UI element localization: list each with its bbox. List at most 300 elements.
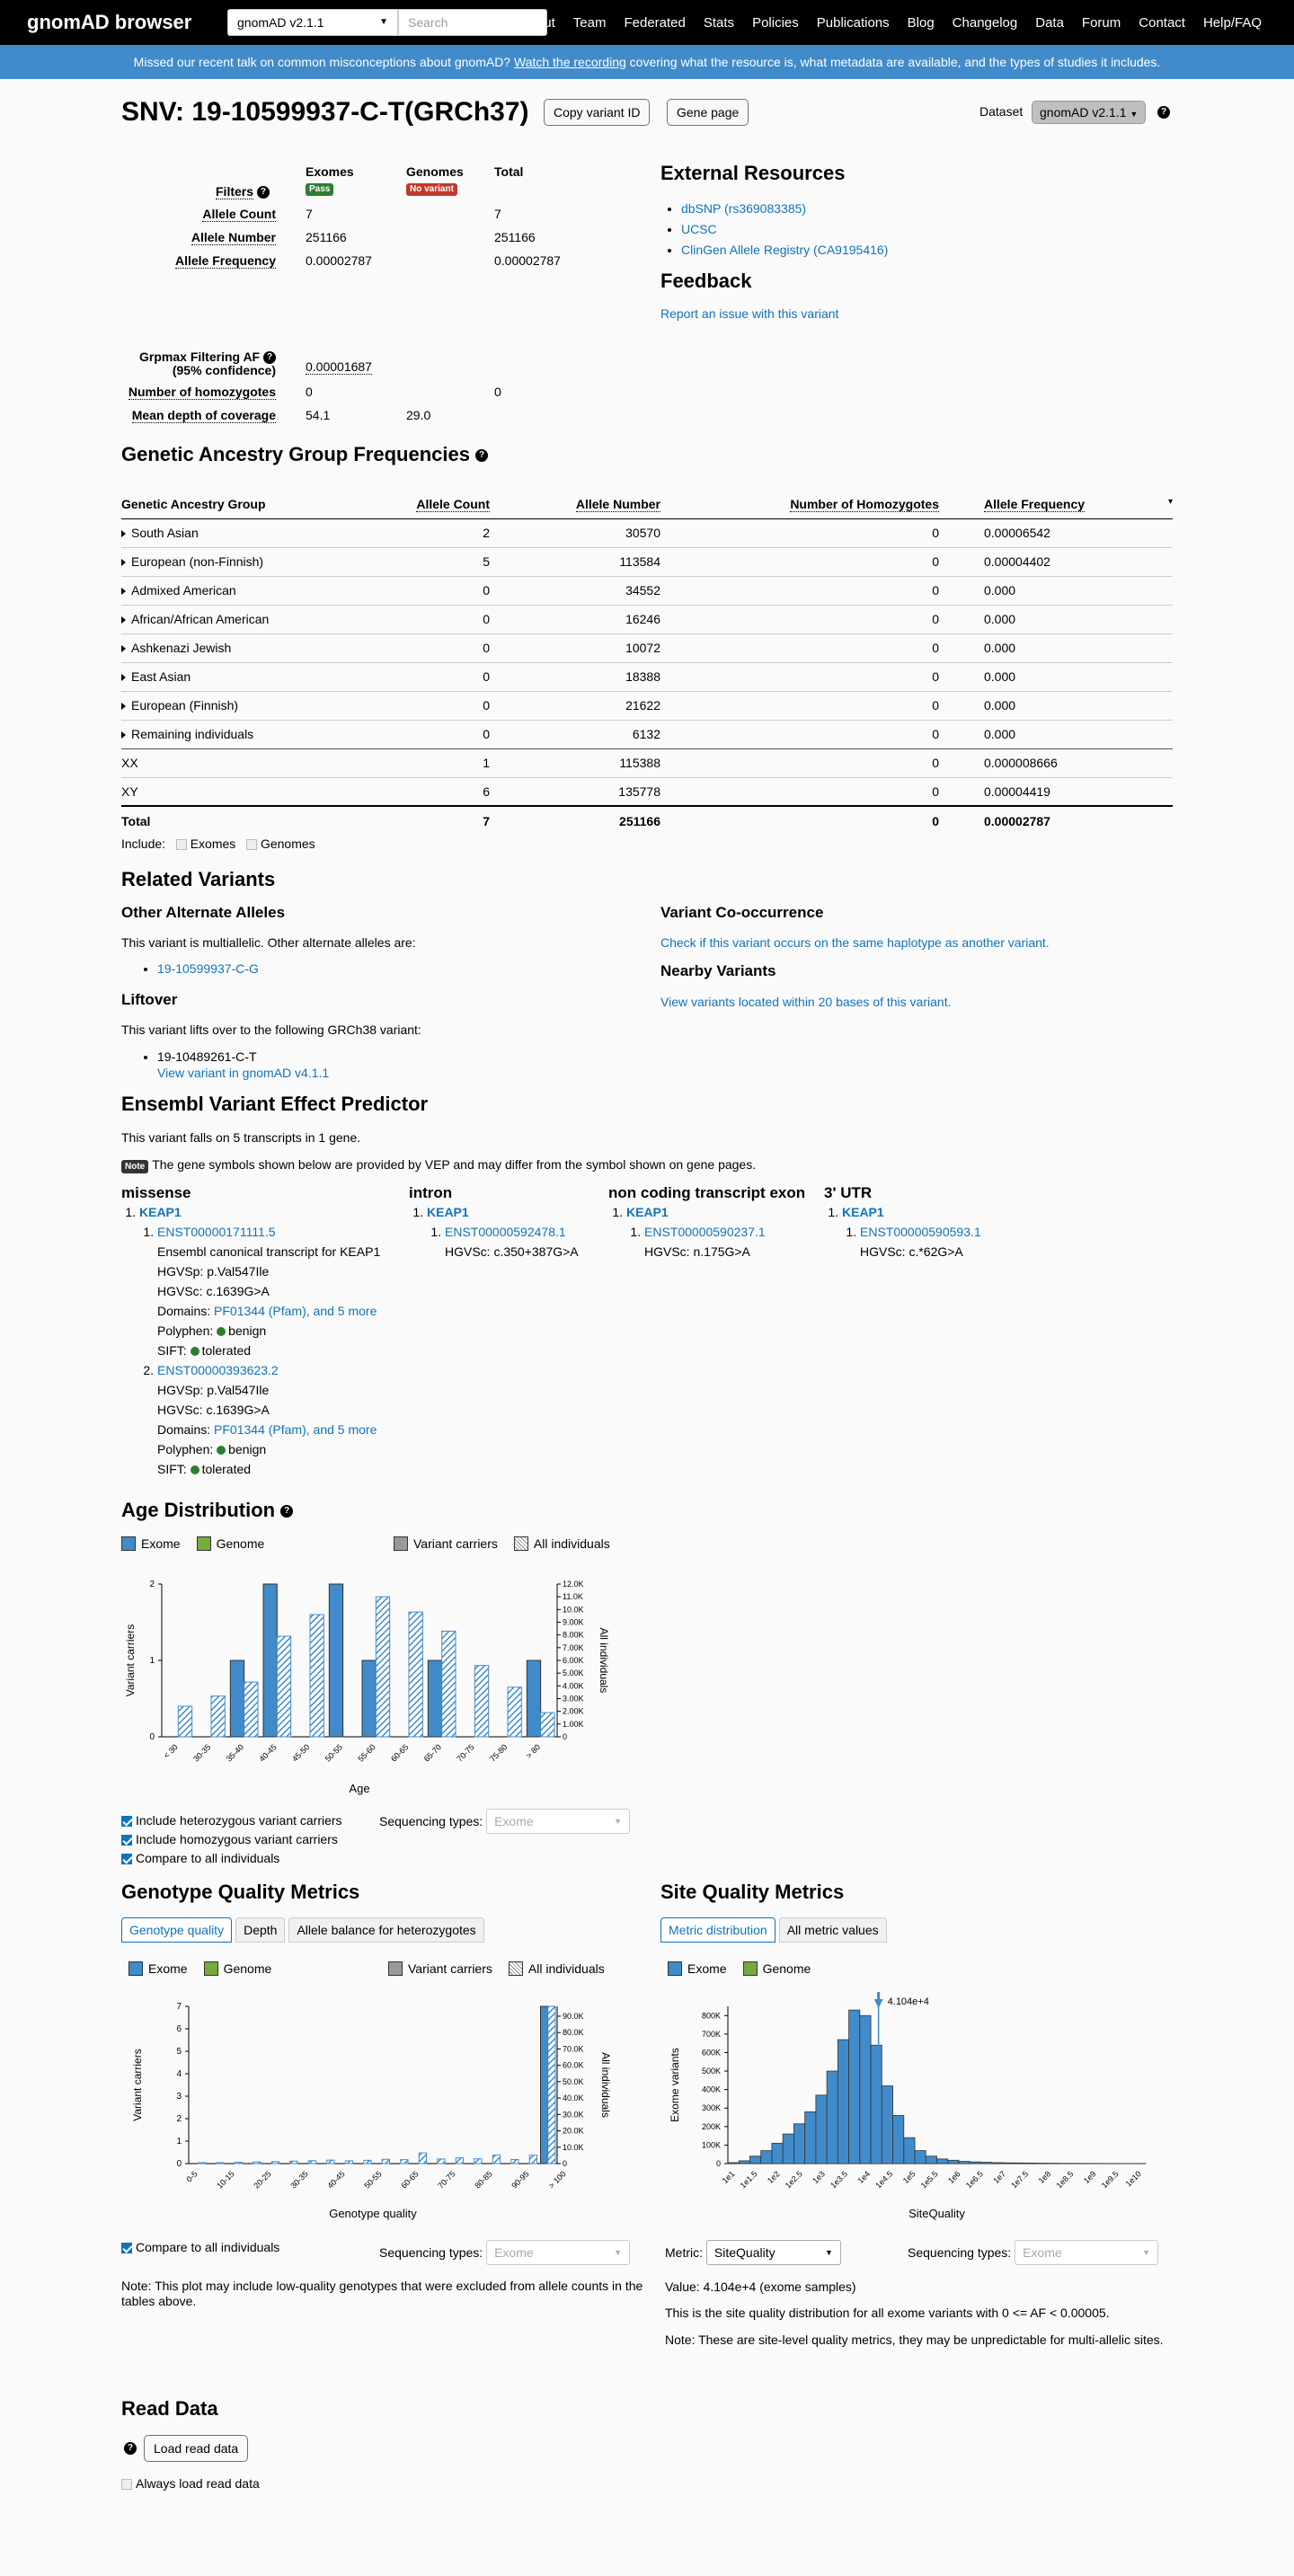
exome-bar — [992, 2163, 1003, 2164]
y-tick-label: 500K — [701, 2067, 721, 2076]
sort-icon: ▾ — [1167, 496, 1173, 507]
expand-icon[interactable] — [121, 616, 126, 624]
summary-label: Allele Count — [202, 207, 276, 221]
y-tick-label: 2 — [149, 1580, 155, 1589]
nav-link-contact[interactable]: Contact — [1139, 14, 1185, 31]
y2-tick-label: 7.00K — [563, 1642, 584, 1652]
exome-bar — [1024, 2163, 1035, 2164]
cell-af: 0.000008666 — [939, 748, 1173, 777]
legend-genome: Genome — [204, 1961, 272, 1976]
y2-tick-label: 6.00K — [563, 1656, 584, 1665]
y2-tick-label: 9.00K — [563, 1617, 584, 1627]
vep-noncoding: non coding transcript exon 1. KEAP1 1. ENST00000590237.1 HGVSc: n.175G>A — [608, 1184, 824, 1261]
exome-bar — [827, 2071, 838, 2164]
all-individuals-bar — [364, 2160, 371, 2164]
cell-af: 0.000 — [939, 633, 1173, 662]
gq-seq-types: Sequencing types: Exome ▼ — [379, 2240, 630, 2265]
summary-exomes: 7 — [306, 207, 313, 221]
nav-link-changelog[interactable]: Changelog — [952, 14, 1018, 31]
x-axis-label: SiteQuality — [908, 2207, 965, 2220]
domain-link[interactable]: PF01344 (Pfam) — [214, 1304, 306, 1318]
cell-hom: 0 — [660, 806, 939, 835]
summary-total: 7 — [494, 207, 501, 221]
y-tick-label: 6 — [176, 2024, 182, 2034]
expand-icon[interactable] — [121, 731, 126, 739]
brand-logo[interactable]: gnomAD browser — [27, 11, 192, 33]
copy-variant-id-button[interactable]: Copy variant ID — [544, 99, 650, 126]
exome-bar — [915, 2151, 926, 2164]
summary-label: Allele Number — [191, 230, 276, 244]
tab-all-metric-values[interactable]: All metric values — [779, 1917, 887, 1943]
nearby-title: Nearby Variants — [660, 962, 776, 979]
gq-seq-select[interactable]: Exome ▼ — [486, 2240, 630, 2265]
legend-exome: Exome — [129, 1961, 188, 1976]
cell-hom: 0 — [660, 662, 939, 691]
domain-link[interactable]: PF01344 (Pfam) — [214, 1422, 306, 1437]
table-row[interactable] — [121, 691, 1173, 720]
exome-bar — [849, 2010, 860, 2164]
nav-link-stats[interactable]: Stats — [703, 14, 735, 31]
all-individuals-bar — [456, 2158, 463, 2164]
y-tick-label: 5 — [176, 2047, 182, 2057]
vep-intron: intron 1. KEAP1 1. ENST00000592478.1 HGVSc: c.350+387G>A — [409, 1184, 607, 1261]
exome-bar — [893, 2115, 904, 2164]
cell-af: 0.00004402 — [939, 547, 1173, 576]
exome-bar — [527, 1660, 540, 1737]
all-individuals-bar — [529, 2156, 536, 2164]
hgvsc: HGVSc: c.350+387G>A — [445, 1244, 579, 1259]
expand-icon[interactable] — [121, 530, 126, 537]
benign-dot-icon — [217, 1327, 226, 1336]
x-tick-label: 40-45 — [325, 2169, 347, 2191]
y-tick-label: 400K — [701, 2085, 721, 2094]
y-tick-label: 300K — [701, 2103, 721, 2113]
dataset-label: Dataset — [979, 104, 1024, 119]
cell-ac: 2 — [355, 518, 490, 547]
all-individuals-bar — [376, 1597, 389, 1737]
y-tick-label: 800K — [701, 2011, 721, 2021]
cell-hom: 0 — [660, 777, 939, 806]
cell-an: 18388 — [490, 662, 660, 691]
cell-group: European (non-Finnish) — [121, 547, 355, 576]
gene-link[interactable]: KEAP1 — [626, 1205, 669, 1219]
summary-label: Allele Frequency — [174, 253, 276, 268]
sift: SIFT: tolerated — [157, 1462, 252, 1476]
cell-an: 135778 — [490, 777, 660, 806]
more-domains-link[interactable]: , and 5 more — [306, 1304, 377, 1318]
domains: Domains: PF01344 (Pfam), and 5 more — [157, 1304, 377, 1318]
y-tick-label: 200K — [701, 2121, 721, 2131]
cell-hom: 0 — [660, 518, 939, 547]
exome-bar — [882, 2086, 892, 2164]
all-individuals-bar — [508, 1687, 521, 1737]
transcript-link[interactable]: ENST00000590237.1 — [644, 1225, 766, 1239]
cell-ac: 6 — [355, 777, 490, 806]
exome-bar — [926, 2156, 936, 2164]
depth-label: Mean depth of coverage — [131, 408, 276, 422]
expand-icon[interactable] — [121, 703, 126, 710]
all-individuals-bar — [401, 2160, 408, 2164]
banner-text: Missed our recent talk on common misconceptions about gnomAD? — [133, 55, 511, 69]
polyphen: Polyphen: benign — [157, 1442, 267, 1456]
y2-tick-label: 10.0K — [563, 1605, 584, 1615]
cell-af: 0.00002787 — [939, 806, 1173, 835]
gq-title: Genotype Quality Metrics — [121, 1881, 360, 1903]
legend-genome: Genome — [743, 1961, 811, 1976]
all-individuals-bar — [217, 2163, 224, 2164]
nav-link-publications[interactable]: Publications — [816, 14, 890, 31]
vep-text: This variant falls on 5 transcripts in 1 gene. — [121, 1130, 361, 1145]
legend-all-individuals: All individuals — [514, 1536, 610, 1551]
benign-dot-icon — [217, 1446, 226, 1455]
all-individuals-bar — [327, 2160, 334, 2164]
note-badge: Note — [121, 1160, 148, 1173]
all-individuals-bar — [382, 2159, 389, 2164]
exome-bar — [860, 2015, 871, 2164]
always-load: Always load read data — [121, 2476, 260, 2491]
report-issue-link[interactable]: Report an issue with this variant — [660, 306, 839, 321]
exome-bar — [838, 2040, 848, 2164]
sq-chart — [660, 1988, 1182, 2222]
x-tick-label: 1e1 — [720, 2169, 737, 2186]
help-icon[interactable]: ? — [1157, 106, 1170, 119]
exome-bar — [772, 2143, 783, 2164]
x-tick-label: 1e10 — [1123, 2169, 1143, 2189]
x-tick-label: 10-15 — [215, 2169, 236, 2191]
exome-filter-badge: Pass — [306, 183, 333, 196]
all-individuals-bar — [198, 2163, 205, 2164]
top-nav-links — [520, 0, 1262, 45]
cell-group: European (Finnish) — [121, 691, 355, 720]
sq-seq-types: Sequencing types: Exome ▼ — [908, 2240, 1158, 2265]
all-individuals-bar — [308, 2161, 315, 2164]
cell-ac: 0 — [355, 605, 490, 633]
y-tick-label: 100K — [701, 2140, 721, 2150]
all-individuals-bar — [290, 2161, 297, 2164]
depth-genomes: 29.0 — [406, 408, 431, 422]
liftover-link[interactable]: View variant in gnomAD v4.1.1 — [157, 1066, 330, 1080]
y-tick-label: 0 — [176, 2159, 182, 2169]
y2-tick-label: 8.00K — [563, 1630, 584, 1640]
hom-exomes: 0 — [306, 385, 313, 399]
column-header[interactable]: Number of Homozygotes — [660, 490, 939, 518]
het-checkbox[interactable] — [121, 1816, 132, 1827]
external-resources-title: External Resources — [660, 162, 846, 184]
cell-hom: 0 — [660, 748, 939, 777]
external-link[interactable]: dbSNP (rs369083385) — [681, 201, 807, 216]
cell-af: 0.00004419 — [939, 777, 1173, 806]
cell-hom: 0 — [660, 633, 939, 662]
y2-tick-label: 2.00K — [563, 1706, 584, 1716]
exome-bar — [937, 2159, 948, 2164]
cell-af: 0.000 — [939, 662, 1173, 691]
x-tick-label: 30-35 — [191, 1742, 213, 1764]
col-genomes: Genomes — [406, 164, 464, 179]
exome-bar — [948, 2160, 959, 2164]
tolerated-dot-icon — [191, 1347, 199, 1356]
table-row[interactable] — [121, 547, 1173, 576]
transcript-link[interactable]: ENST00000393623.2 — [157, 1363, 279, 1377]
table-row — [121, 777, 1173, 806]
caret-down-icon: ▼ — [379, 17, 388, 27]
y2-tick-label: 5.00K — [563, 1669, 584, 1678]
external-link[interactable]: UCSC — [681, 222, 717, 236]
x-tick-label: 75-80 — [488, 1742, 510, 1764]
hom-total: 0 — [494, 385, 501, 399]
x-tick-label: 55-60 — [356, 1742, 377, 1764]
gene-link[interactable]: KEAP1 — [139, 1205, 182, 1219]
cooccurrence-link[interactable]: Check if this variant occurs on the same haplotype as another variant. — [660, 935, 1050, 950]
all-individuals-bar — [178, 1706, 191, 1737]
y-axis-label: Exome variants — [669, 2048, 681, 2122]
cell-an: 30570 — [490, 518, 660, 547]
exome-bar — [749, 2156, 760, 2164]
y2-tick-label: 50.0K — [563, 2076, 584, 2086]
nav-link-help-faq[interactable]: Help/FAQ — [1202, 14, 1262, 31]
x-tick-label: 1e6.5 — [963, 2169, 985, 2191]
other-alleles-text: This variant is multiallelic. Other alternate alleles are: — [121, 935, 416, 950]
y2-tick-label: 30.0K — [563, 2110, 584, 2120]
y2-tick-label: 40.0K — [563, 2094, 584, 2103]
help-icon[interactable]: ? — [263, 351, 276, 364]
nav-link-federated[interactable]: Federated — [624, 14, 686, 31]
load-read-data-button[interactable]: Load read data — [144, 2435, 248, 2462]
include-options — [121, 837, 315, 851]
x-tick-label: 65-70 — [421, 1742, 444, 1764]
announcement-banner — [0, 45, 1294, 79]
related-variants-title: Related Variants — [121, 868, 276, 890]
all-individuals-bar — [211, 1696, 225, 1737]
table-row[interactable] — [121, 662, 1173, 691]
all-individuals-bar — [419, 2153, 426, 2164]
banner-link[interactable]: Watch the recording — [514, 55, 626, 69]
hgvsc: HGVSc: c.*62G>A — [860, 1244, 963, 1259]
cell-group: XX — [121, 748, 355, 777]
vep-missense: missense 1. KEAP1 1. ENST00000171111.5 Ensembl canonical transcript for KEAP1 HGVSp: p.Val547Ile HGVSc: c.1639G>A Domains: PF01344 (Pfam), and 5 more Polyphen: benign SIFT: tolerated 2. ENST00000393623.2 HGVSp: p.Val547Ile HGVSc: c.1639G>A Domains: PF01344 (Pfam), and 5 more Polyphen: benign SIFT: tolerated — [121, 1184, 409, 1479]
x-tick-label: 1e7 — [991, 2169, 1008, 2186]
exome-bar — [904, 2138, 915, 2164]
tab-metric-distribution[interactable]: Metric distribution — [660, 1917, 776, 1943]
help-icon[interactable]: ? — [280, 1505, 293, 1518]
cell-group: South Asian — [121, 518, 355, 547]
sq-seq-select[interactable]: Exome ▼ — [1015, 2240, 1158, 2265]
age-title: Age Distribution ? — [121, 1499, 293, 1522]
cell-an: 21622 — [490, 691, 660, 720]
x-tick-label: 70-75 — [455, 1742, 476, 1764]
y-tick-label: 2 — [176, 2114, 182, 2124]
compare-all-checkbox[interactable] — [121, 1854, 132, 1864]
cell-af: 0.00006542 — [939, 518, 1173, 547]
age-seq-select[interactable]: Exome ▼ — [486, 1809, 630, 1834]
include-exomes-checkbox[interactable] — [176, 839, 187, 850]
nav-link-team[interactable]: Team — [572, 14, 607, 31]
expand-icon[interactable] — [121, 588, 126, 595]
sq-desc: This is the site quality distribution for all exome variants with 0 <= AF < 0.00005. — [665, 2306, 1110, 2320]
liftover-text: This variant lifts over to the following GRCh38 variant: — [121, 1022, 421, 1037]
all-individuals-bar — [253, 2162, 261, 2164]
x-tick-label: 1e8 — [1036, 2169, 1053, 2186]
search-input[interactable]: Search — [398, 9, 547, 36]
exome-bar — [805, 2111, 816, 2164]
tab-depth[interactable]: Depth — [235, 1917, 285, 1943]
hom-checkbox[interactable] — [121, 1835, 132, 1846]
all-individuals-bar — [277, 1636, 290, 1737]
cell-group: Total — [121, 806, 355, 835]
x-tick-label: 1e8.5 — [1054, 2169, 1076, 2191]
more-domains-link[interactable]: , and 5 more — [306, 1422, 377, 1437]
sift: SIFT: tolerated — [157, 1343, 252, 1358]
x-tick-label: 50-55 — [323, 1742, 345, 1764]
cell-hom: 0 — [660, 605, 939, 633]
summary-exomes: 0.00002787 — [306, 253, 372, 268]
tab-genotype-quality[interactable]: Genotype quality — [121, 1917, 232, 1943]
dataset-select-top[interactable]: gnomAD v2.1.1 ▼ — [227, 9, 398, 36]
y-tick-label: 1 — [149, 1656, 155, 1666]
expand-icon[interactable] — [121, 674, 126, 681]
exome-bar — [1014, 2163, 1024, 2164]
help-icon[interactable]: ? — [124, 2442, 137, 2455]
exome-bar — [263, 1584, 277, 1737]
cell-ac: 0 — [355, 633, 490, 662]
gene-link[interactable]: KEAP1 — [427, 1205, 469, 1219]
gq-legend-2 — [388, 1961, 605, 1976]
y2-tick-label: 1.00K — [563, 1719, 584, 1729]
external-link[interactable]: ClinGen Allele Registry (CA9195416) — [681, 243, 889, 257]
x-axis-label: Age — [349, 1782, 370, 1795]
exome-bar — [980, 2163, 991, 2164]
gene-page-button[interactable]: Gene page — [667, 99, 749, 126]
marker-annotation: 4.104e+4 — [887, 1996, 929, 2007]
sq-value: Value: 4.104e+4 (exome samples) — [665, 2279, 856, 2294]
all-individuals-bar — [442, 1631, 456, 1737]
exome-bar — [816, 2095, 827, 2164]
legend-exome: Exome — [121, 1536, 181, 1551]
y2-tick-label: 11.0K — [563, 1592, 583, 1602]
column-header[interactable]: Allele Count — [355, 490, 490, 518]
expand-icon[interactable] — [121, 559, 126, 566]
domains: Domains: PF01344 (Pfam), and 5 more — [157, 1422, 377, 1437]
y2-tick-label: 10.0K — [563, 2142, 584, 2152]
include-label: Include: — [121, 837, 166, 851]
feedback-title: Feedback — [660, 270, 752, 292]
x-tick-label: 1e6 — [946, 2169, 962, 2186]
nav-link-policies[interactable]: Policies — [752, 14, 799, 31]
y2-tick-label: 0 — [563, 1732, 568, 1741]
nav-link-blog[interactable]: Blog — [907, 14, 935, 31]
gq-compare-checkbox[interactable] — [121, 2243, 132, 2253]
age-legend — [121, 1536, 264, 1551]
age-chart — [121, 1571, 643, 1804]
polyphen: Polyphen: benign — [157, 1323, 267, 1338]
table-row[interactable] — [121, 720, 1173, 748]
cell-ac: 0 — [355, 662, 490, 691]
nav-link-about[interactable]: About — [519, 14, 555, 31]
always-load-checkbox[interactable] — [121, 2479, 132, 2490]
table-row — [121, 748, 1173, 777]
sq-title: Site Quality Metrics — [660, 1881, 845, 1903]
exome-bar — [793, 2124, 804, 2164]
cell-an: 6132 — [490, 720, 660, 748]
x-tick-label: 1e3 — [811, 2169, 827, 2186]
age-legend-2 — [394, 1536, 610, 1551]
age-options: Include heterozygous variant carriers Include homozygous variant carriers Compare to all individuals — [121, 1811, 342, 1868]
sq-metric: Metric: SiteQuality ▼ — [665, 2240, 841, 2265]
y-tick-label: 600K — [701, 2048, 721, 2058]
help-icon[interactable]: ? — [257, 186, 270, 199]
legend-variant-carriers: Variant carriers — [394, 1536, 498, 1551]
x-tick-label: 1e3.5 — [829, 2169, 850, 2191]
gq-compare: Compare to all individuals — [121, 2240, 279, 2254]
y-tick-label: 7 — [176, 2002, 182, 2012]
column-header[interactable]: Genetic Ancestry Group — [121, 490, 355, 518]
cell-ac: 0 — [355, 576, 490, 605]
hgvsc: HGVSc: n.175G>A — [644, 1244, 750, 1259]
nearby-link[interactable]: View variants located within 20 bases of this variant. — [660, 995, 952, 1009]
age-seq-types: Sequencing types: Exome ▼ — [379, 1809, 630, 1834]
include-genomes-checkbox[interactable] — [246, 839, 257, 850]
help-icon[interactable]: ? — [475, 449, 488, 462]
x-tick-label: 35-40 — [224, 1742, 246, 1764]
cell-af: 0.000 — [939, 691, 1173, 720]
y2-axis-label: All individuals — [598, 1627, 610, 1694]
y-tick-label: 4 — [176, 2069, 182, 2079]
table-row[interactable] — [121, 605, 1173, 633]
nav-link-forum[interactable]: Forum — [1081, 14, 1121, 31]
dataset-select[interactable]: gnomAD v2.1.1 ▼ — [1032, 101, 1146, 124]
all-individuals-bar — [244, 1682, 258, 1737]
gene-link[interactable]: KEAP1 — [842, 1205, 884, 1219]
exome-bar — [428, 1660, 441, 1737]
y-tick-label: 1 — [176, 2137, 182, 2147]
sq-metric-select[interactable]: SiteQuality ▼ — [706, 2240, 841, 2265]
cell-af: 0.000 — [939, 605, 1173, 633]
x-tick-label: 30-35 — [288, 2169, 310, 2191]
external-links — [645, 199, 888, 261]
col-total: Total — [494, 164, 524, 179]
table-row[interactable] — [121, 518, 1173, 547]
exome-bar — [783, 2134, 793, 2164]
x-tick-label: 1e9.5 — [1099, 2169, 1121, 2191]
table-row[interactable] — [121, 576, 1173, 605]
exome-bar — [329, 1584, 342, 1737]
all-individuals-bar — [438, 2159, 445, 2164]
transcript-link[interactable]: ENST00000590593.1 — [860, 1225, 981, 1239]
transcript-link[interactable]: ENST00000592478.1 — [445, 1225, 566, 1239]
ancestry-table — [121, 490, 1173, 835]
other-allele-link[interactable]: 19-10599937-C-G — [157, 961, 259, 976]
cell-hom: 0 — [660, 576, 939, 605]
include-exomes-label: Exomes — [190, 837, 236, 851]
x-tick-label: 1e4 — [855, 2169, 873, 2186]
tab-allele-balance[interactable]: Allele balance for heterozygotes — [288, 1917, 483, 1943]
legend-all-individuals: All individuals — [509, 1961, 605, 1976]
transcript-link[interactable]: ENST00000171111.5 — [157, 1225, 276, 1239]
x-tick-label: > 100 — [546, 2169, 568, 2191]
summary-exomes: 251166 — [306, 230, 347, 244]
cell-ac: 0 — [355, 691, 490, 720]
hgvsp: HGVSp: p.Val547Ile — [157, 1264, 270, 1279]
x-axis-label: Genotype quality — [329, 2207, 417, 2220]
legend-genome: Genome — [197, 1536, 265, 1551]
exome-bar — [959, 2162, 970, 2164]
expand-icon[interactable] — [121, 645, 126, 652]
genome-filter-badge: No variant — [406, 183, 457, 196]
column-header[interactable]: Allele Frequency ▾ — [939, 490, 1173, 518]
cell-ac: 0 — [355, 720, 490, 748]
table-row[interactable] — [121, 633, 1173, 662]
column-header[interactable]: Allele Number — [490, 490, 660, 518]
nav-link-data[interactable]: Data — [1035, 14, 1064, 31]
